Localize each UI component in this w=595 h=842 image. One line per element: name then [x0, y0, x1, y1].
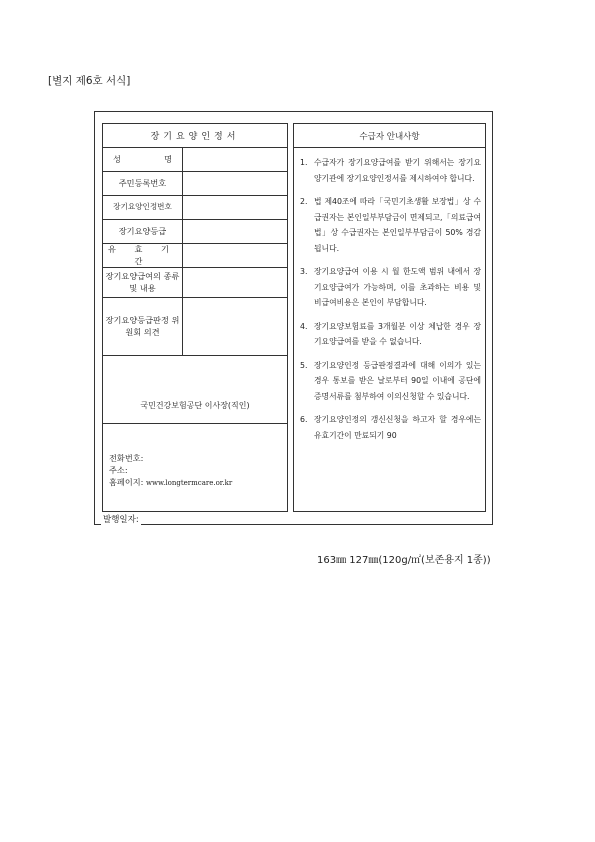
guide-note: 4. 장기요양보험료를 3개월분 이상 체납한 경우 장기요양급여를 받을 수 없습니다.: [300, 321, 481, 346]
row-resident-number: [103, 172, 287, 196]
row-validity-period: [103, 244, 287, 268]
name-value-cell[interactable]: [183, 148, 287, 171]
paper-spec-footer: 163㎜ 127㎜(120g/㎡(보존용지 1종)): [317, 555, 491, 566]
committee-opinion-value-cell[interactable]: [183, 298, 287, 355]
row-label-validity-period: 유 효 기 간: [103, 244, 183, 267]
row-care-grade: [103, 220, 287, 244]
form-number-label: [별지 제6호 서식]: [48, 75, 131, 87]
certificate-title: 장기요양인정서: [103, 124, 287, 148]
address-line: 주소:: [109, 464, 128, 475]
guide-note: 1. 수급자가 장기요양급여를 받기 위해서는 장기요양기관에 장기요양인정서를 제시하여야 합니다.: [300, 158, 481, 183]
row-label-benefit-types: 장기요양급여의 종류 및 내용: [103, 268, 183, 297]
issuer-seal-line: 국민건강보험공단 이사장(직인): [103, 356, 287, 424]
guide-title: 수급자 안내사항: [294, 124, 485, 148]
guide-note: 3. 장기요양급여 이용 시 월 한도액 범위 내에서 장기요양급여가 가능하며, 이를 초과하는 비용 및 비급여비용은 본인이 부담합니다.: [300, 267, 481, 307]
certificate-front-panel: [102, 123, 288, 512]
validity-period-value-cell[interactable]: [183, 244, 287, 267]
phone-line: 전화번호:: [109, 453, 144, 463]
row-benefit-types: [103, 268, 287, 298]
guide-note: 5. 장기요양인정 등급판정결과에 대해 이의가 있는 경우 통보를 받은 날로부터 90일 이내에 공단에 증명서류를 첨부하여 이의신청할 수 있습니다.: [300, 360, 481, 401]
row-label-resident-number: 주민등록번호: [103, 172, 183, 195]
row-label-committee-opinion: 장기요양등급판정 위원회 의견: [103, 298, 183, 355]
row-committee-opinion: [103, 298, 287, 356]
homepage-label: 홈페이지:: [109, 476, 144, 487]
homepage-line: [109, 477, 287, 489]
guide-note: 6. 장기요양인정의 갱신신청을 하고자 할 경우에는 유효기간이 만료되기 90: [300, 415, 481, 440]
row-label-name: 성 명: [103, 148, 183, 171]
certification-number-value-cell[interactable]: [183, 196, 287, 219]
homepage-url[interactable]: www.longtermcare.or.kr: [146, 478, 233, 487]
recipient-guide-panel: [293, 123, 486, 512]
benefit-types-value-cell[interactable]: [183, 268, 287, 297]
contact-info: [103, 424, 287, 489]
guide-notes: [294, 148, 485, 443]
resident-number-value-cell[interactable]: [183, 172, 287, 195]
care-grade-value-cell[interactable]: [183, 220, 287, 243]
row-label-certification-number: 장기요양인정번호: [103, 196, 183, 219]
guide-note: 2. 법 제40조에 따라「국민기초생활 보장법」상 수급권자는 본인일부부담금이 면제되고,「의료급여법」상 수급권자는 본인일부부담금이 50% 경감됩니다.: [300, 197, 481, 253]
row-label-care-grade: 장기요양등급: [103, 220, 183, 243]
issue-date-label: 발행일자:: [103, 515, 139, 525]
row-certification-number: [103, 196, 287, 220]
certificate-card: [94, 111, 493, 525]
row-name: [103, 148, 287, 172]
